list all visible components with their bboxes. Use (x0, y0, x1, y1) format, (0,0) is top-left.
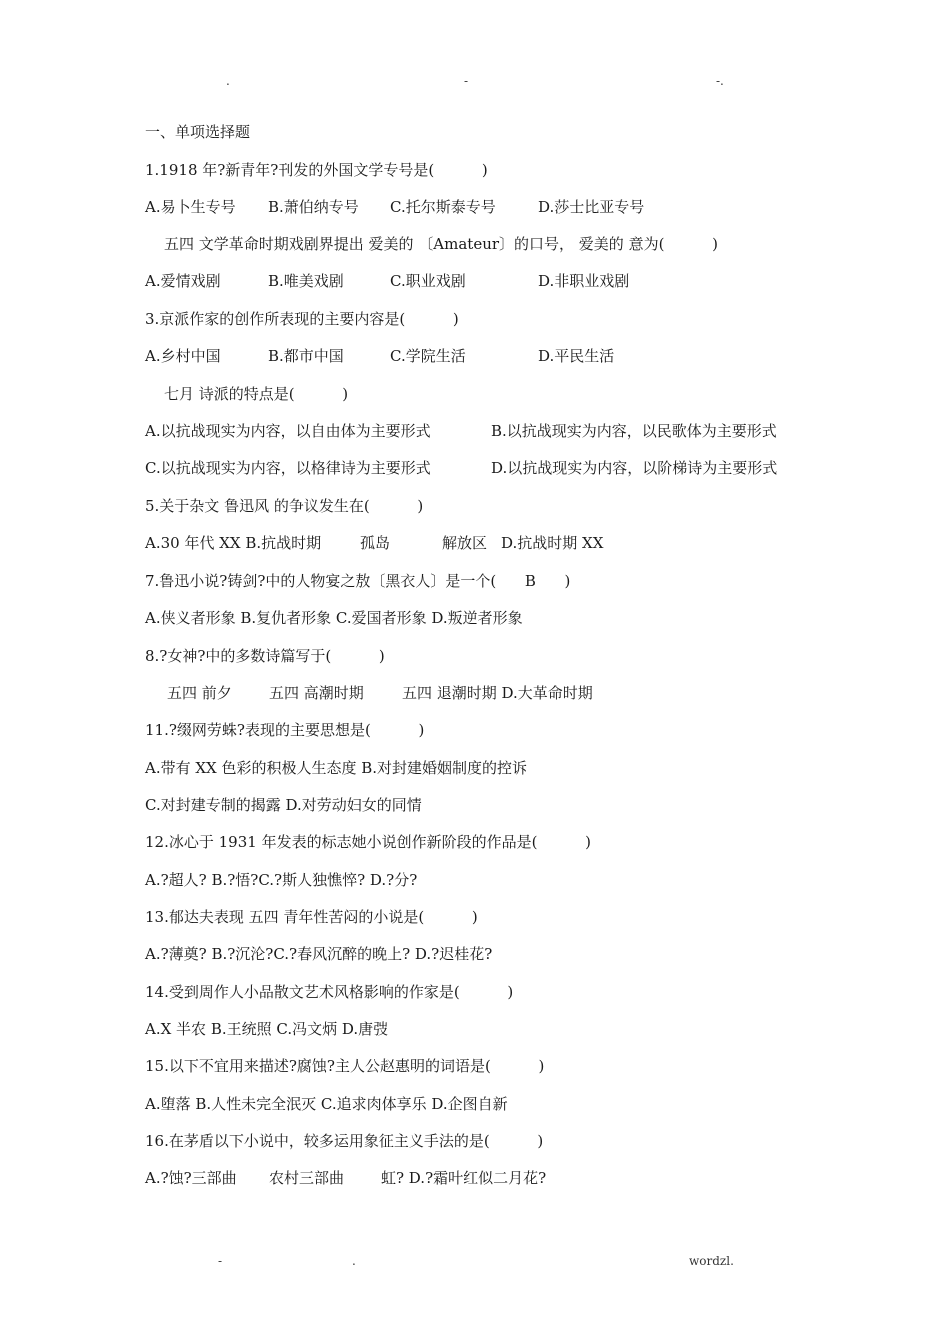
option: A.堕落 B.人性未完全泯灭 C.追求肉体享乐 D.企图自新 (145, 1095, 508, 1113)
option: C.托尔斯泰专号 (390, 198, 496, 216)
option: 五四 退潮时期 D.大革命时期 (402, 684, 593, 702)
option: B.萧伯纳专号 (268, 198, 359, 216)
question-stem: 12.冰心于 1931 年发表的标志她小说创作新阶段的作品是( ) (145, 833, 591, 851)
question-stem: 11.?缀网劳蛛?表现的主要思想是( ) (145, 721, 425, 739)
option-row (145, 1019, 389, 1059)
option: D.非职业戏剧 (538, 272, 630, 290)
header-mark-right: -. (716, 74, 724, 88)
option: C.职业戏剧 (390, 272, 466, 290)
option: 农村三部曲 (269, 1169, 345, 1187)
option: A.?薄奠? B.?沉沦?C.?春风沉醉的晚上? D.?迟桂花? (145, 945, 493, 963)
header-mark-left: . (226, 74, 230, 88)
question-stem: 1.1918 年?新青年?刊发的外国文学专号是( ) (145, 161, 488, 179)
option: A.乡村中国 (145, 347, 221, 365)
option-row (145, 1094, 508, 1134)
option: B.唯美戏剧 (268, 272, 344, 290)
option-row (145, 795, 422, 835)
option: C.学院生活 (390, 347, 466, 365)
option: 虹? D.?霜叶红似二月花? (381, 1169, 547, 1187)
option-row (145, 758, 528, 798)
option: A.X 半农 B.王统照 C.冯文炳 D.唐弢 (145, 1020, 389, 1038)
option-row (145, 1168, 547, 1248)
option: D.平民生活 (538, 347, 615, 365)
option: C.以抗战现实为内容，以格律诗为主要形式 (145, 459, 431, 477)
option: A.?蚀?三部曲 (145, 1169, 237, 1187)
option: A.以抗战现实为内容，以自由体为主要形式 (145, 422, 431, 440)
question-stem: 13.郁达夫表现 五四 青年性苦闷的小说是( ) (145, 908, 478, 926)
option: B.都市中国 (268, 347, 344, 365)
option: 五四 前夕 (167, 684, 232, 702)
option: A.?超人? B.?悟?C.?斯人独憔悴? D.?分? (145, 871, 418, 889)
header-mark-center: - (464, 74, 469, 88)
option: 五四 高潮时期 (269, 684, 364, 702)
option: A.易卜生专号 (145, 198, 236, 216)
question-stem: 五四 文学革命时期戏剧界提出 爱美的 〔Amateur〕的口号， 爱美的 意为( ) (164, 235, 718, 253)
option: A.爱情戏剧 (145, 272, 221, 290)
question-stem: 16.在茅盾以下小说中，较多运用象征主义手法的是( ) (145, 1132, 544, 1150)
question-stem: 7.鲁迅小说?铸剑?中的人物宴之敖〔黑衣人〕是一个( B ) (145, 572, 571, 590)
question-stem: 七月 诗派的特点是( ) (164, 385, 349, 403)
option: D.抗战时期 XX (501, 534, 604, 552)
option: C.对封建专制的揭露 D.对劳动妇女的同情 (145, 796, 422, 814)
option: A.侠义者形象 B.复仇者形象 C.爱国者形象 D.叛逆者形象 (145, 609, 523, 627)
question-stem: 14.受到周作人小品散文艺术风格影响的作家是( ) (145, 983, 514, 1001)
question-stem: 3.京派作家的创作所表现的主要内容是( ) (145, 310, 459, 328)
option: A.30 年代 XX B.抗战时期 (145, 534, 322, 552)
footer-mark-center: . (352, 1254, 356, 1268)
option-row (145, 870, 418, 910)
option: D.莎士比亚专号 (538, 198, 645, 216)
question-stem: 5.关于杂文 鲁迅风 的争议发生在( ) (145, 497, 424, 515)
question-stem: 8.?女神?中的多数诗篇写于( ) (145, 647, 385, 665)
option: D.以抗战现实为内容，以阶梯诗为主要形式 (491, 459, 778, 477)
footer-mark-left: - (218, 1254, 223, 1268)
option: 孤岛 (360, 534, 391, 552)
option-row (145, 608, 523, 648)
option: 解放区 (442, 534, 488, 552)
option: B.以抗战现实为内容，以民歌体为主要形式 (491, 422, 777, 440)
footer-brand: wordzl. (689, 1254, 734, 1268)
option-row (145, 944, 493, 984)
section-title: 一、单项选择题 (145, 123, 251, 141)
option: A.带有 XX 色彩的积极人生态度 B.对封建婚姻制度的控诉 (145, 759, 528, 777)
question-stem: 15.以下不宜用来描述?腐蚀?主人公赵惠明的词语是( ) (145, 1057, 545, 1075)
